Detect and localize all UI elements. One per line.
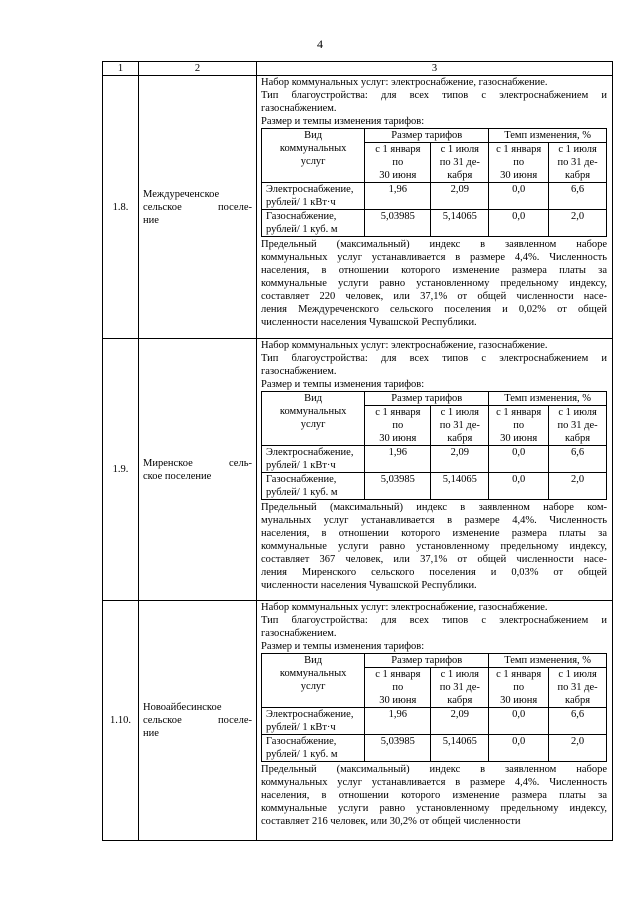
- column-header-row: [103, 62, 613, 76]
- header-line: коммунальных: [279, 668, 347, 679]
- settlement-name-line: сельское поселе-: [143, 201, 252, 213]
- period-line: с 1 июля: [440, 407, 480, 418]
- header-line: услуг: [300, 681, 326, 692]
- column-header-2: 2: [139, 62, 257, 76]
- tariffs-caption: Размер и темпы изменения тарифов:: [261, 379, 425, 390]
- period-header: [431, 668, 489, 708]
- period-line: кабря: [447, 433, 473, 444]
- period-header: [489, 406, 549, 446]
- section-content: [257, 76, 613, 339]
- header-service-kind: [262, 392, 365, 446]
- rate-value: 6,6: [549, 708, 607, 735]
- service-label: [262, 735, 365, 762]
- section-content: [257, 339, 613, 601]
- header-line: Вид: [304, 655, 323, 666]
- period-line: по: [392, 157, 404, 168]
- period-line: с 1 июля: [558, 669, 597, 680]
- settlement-name-line: Миренское сель-: [143, 457, 252, 469]
- improvement-type-line: Тип благоустройства: для всех типов с электроснабжением и: [261, 90, 607, 101]
- section-number: 1.10.: [103, 601, 139, 841]
- header-tariff-size: Размер тарифов: [365, 129, 489, 143]
- service-label-line: Электроснабжение,: [266, 184, 354, 195]
- index-paragraph-line: коммунальных услуг устанавливается в размере 4,4%. Численность: [261, 777, 607, 788]
- period-line: с 1 января: [375, 407, 421, 418]
- period-line: 30 июня: [500, 695, 538, 706]
- settlement-name-line: ское поселение: [143, 470, 212, 482]
- period-line: по 31 де-: [557, 682, 598, 693]
- rate-value: 0,0: [489, 210, 549, 237]
- period-line: кабря: [447, 695, 473, 706]
- rate-value: 1,96: [365, 446, 431, 473]
- settlement-name: [139, 601, 257, 841]
- service-label-line: рублей/ 1 куб. м: [266, 224, 338, 235]
- period-header: [365, 143, 431, 183]
- period-line: по 31 де-: [557, 420, 598, 431]
- rate-value: 6,6: [549, 183, 607, 210]
- improvement-type-line: Тип благоустройства: для всех типов с электроснабжением и: [261, 615, 607, 626]
- period-line: кабря: [565, 695, 591, 706]
- rate-value: 0,0: [489, 446, 549, 473]
- section-number: 1.8.: [103, 76, 139, 339]
- index-paragraph-line: численности населения Чувашской Республики.: [261, 317, 477, 328]
- header-line: Вид: [304, 130, 323, 141]
- index-paragraph-line: составляет 216 человек, или 30,2% от общей численности: [261, 816, 521, 827]
- header-change-rate: Темп изменения, %: [489, 129, 607, 143]
- rates-data-row: [262, 735, 607, 762]
- settlement-name: [139, 76, 257, 339]
- tariff-rates-table: [261, 128, 607, 237]
- rate-value: 0,0: [489, 473, 549, 500]
- rate-value: 1,96: [365, 708, 431, 735]
- header-line: услуг: [300, 156, 326, 167]
- rate-value: 0,0: [489, 708, 549, 735]
- rate-value: 2,09: [431, 708, 489, 735]
- period-line: с 1 января: [496, 407, 542, 418]
- period-line: 30 июня: [500, 433, 538, 444]
- service-label: [262, 210, 365, 237]
- rate-value: 6,6: [549, 446, 607, 473]
- settlement-name: [139, 339, 257, 601]
- service-label: [262, 446, 365, 473]
- period-line: 30 июня: [500, 170, 538, 181]
- tariff-rates-table: [261, 653, 607, 762]
- settlement-name-line: Междуреченское: [143, 188, 220, 200]
- rates-header-row: [262, 654, 607, 668]
- rates-data-row: [262, 473, 607, 500]
- header-tariff-size: Размер тарифов: [365, 392, 489, 406]
- service-label-line: рублей/ 1 кВт·ч: [266, 460, 336, 471]
- index-paragraph: [261, 238, 607, 329]
- index-paragraph-line: Предельный (максимальный) индекс в заявленном наборе: [261, 239, 607, 250]
- service-label-line: Газоснабжение,: [266, 211, 337, 222]
- header-line: коммунальных: [279, 406, 347, 417]
- index-paragraph-line: численности населения Чувашской Республики.: [261, 580, 477, 591]
- index-paragraph-line: коммунальные услуги равно установленному предельному индексу,: [261, 541, 607, 552]
- period-line: по: [513, 682, 525, 693]
- period-line: 30 июня: [379, 433, 417, 444]
- section-row: [103, 339, 613, 601]
- period-header: [549, 668, 607, 708]
- period-header: [489, 143, 549, 183]
- period-line: 30 июня: [379, 695, 417, 706]
- service-label-line: Газоснабжение,: [266, 474, 337, 485]
- tariff-table: [102, 61, 613, 841]
- improvement-type-line: Тип благоустройства: для всех типов с электроснабжением и: [261, 353, 607, 364]
- rates-data-row: [262, 708, 607, 735]
- index-paragraph-line: составляет 367 человек, или 37,1% от общей численности насе-: [261, 554, 607, 565]
- period-line: с 1 июля: [440, 669, 480, 680]
- services-line: Набор коммунальных услуг: электроснабжение, газоснабжение.: [261, 77, 548, 88]
- header-service-kind: [262, 654, 365, 708]
- service-label-line: Электроснабжение,: [266, 709, 354, 720]
- rate-value: 2,0: [549, 735, 607, 762]
- section-content: [257, 601, 613, 841]
- period-header: [549, 143, 607, 183]
- service-label-line: рублей/ 1 кВт·ч: [266, 722, 336, 733]
- service-label-line: рублей/ 1 куб. м: [266, 487, 338, 498]
- header-service-kind: [262, 129, 365, 183]
- settlement-name-line: ние: [143, 728, 159, 739]
- settlement-name-line: сельское поселе-: [143, 715, 252, 726]
- section-number: 1.9.: [103, 339, 139, 601]
- index-paragraph-line: коммунальные услуги равно установленному предельному индексу,: [261, 803, 607, 814]
- rate-value: 1,96: [365, 183, 431, 210]
- services-line: Набор коммунальных услуг: электроснабжение, газоснабжение.: [261, 602, 548, 613]
- index-paragraph-line: населения, в отношении которого изменение размера платы за: [261, 790, 607, 801]
- period-line: по: [392, 682, 404, 693]
- period-line: с 1 июля: [440, 144, 480, 155]
- period-line: с 1 января: [496, 144, 542, 155]
- header-line: Вид: [304, 393, 323, 404]
- period-header: [431, 406, 489, 446]
- period-line: по 31 де-: [439, 682, 480, 693]
- improvement-type-line: газоснабжением.: [261, 628, 337, 639]
- period-line: 30 июня: [379, 170, 417, 181]
- header-line: коммунальных: [279, 143, 347, 154]
- service-label-line: рублей/ 1 кВт·ч: [266, 197, 336, 208]
- rates-header-row: [262, 392, 607, 406]
- period-header: [549, 406, 607, 446]
- index-paragraph-line: ления Междуреченского сельского поселения и 0,02% от общей: [261, 304, 607, 315]
- period-line: по 31 де-: [439, 157, 480, 168]
- period-line: с 1 июля: [558, 144, 597, 155]
- period-line: с 1 июля: [558, 407, 597, 418]
- settlement-name-line: ние: [143, 214, 159, 226]
- tariffs-caption: Размер и темпы изменения тарифов:: [261, 116, 425, 127]
- rate-value: 2,0: [549, 210, 607, 237]
- service-label: [262, 708, 365, 735]
- period-line: кабря: [447, 170, 473, 181]
- rate-value: 5,03985: [365, 735, 431, 762]
- services-line: Набор коммунальных услуг: электроснабжение, газоснабжение.: [261, 340, 548, 351]
- tariffs-caption: Размер и темпы изменения тарифов:: [261, 641, 425, 652]
- rate-value: 0,0: [489, 735, 549, 762]
- period-header: [365, 406, 431, 446]
- period-line: по: [513, 420, 525, 431]
- service-label-line: Электроснабжение,: [266, 447, 354, 458]
- service-label: [262, 183, 365, 210]
- index-paragraph-line: коммунальные услуги равно установленному предельному индексу,: [261, 278, 607, 289]
- rates-data-row: [262, 183, 607, 210]
- index-paragraph-line: коммунальных услуг устанавливается в размере 4,4%. Численность: [261, 252, 607, 263]
- period-line: кабря: [565, 433, 591, 444]
- index-paragraph-line: Предельный (максимальный) индекс в заявленном наборе ком-: [261, 502, 607, 513]
- period-line: кабря: [565, 170, 591, 181]
- period-header: [489, 668, 549, 708]
- section-row: [103, 76, 613, 339]
- index-paragraph-line: населения, в отношении которого изменение размера платы за: [261, 528, 607, 539]
- rate-value: 5,03985: [365, 473, 431, 500]
- rate-value: 5,14065: [431, 473, 489, 500]
- service-label-line: рублей/ 1 куб. м: [266, 749, 338, 760]
- index-paragraph-line: составляет 220 человек, или 37,1% от общей численности насе-: [261, 291, 607, 302]
- service-label: [262, 473, 365, 500]
- column-header-1: 1: [103, 62, 139, 76]
- index-paragraph-line: населения, в отношении которого изменение размера платы за: [261, 265, 607, 276]
- rate-value: 5,03985: [365, 210, 431, 237]
- tariff-rates-table: [261, 391, 607, 500]
- column-header-3: 3: [257, 62, 613, 76]
- period-header: [431, 143, 489, 183]
- header-tariff-size: Размер тарифов: [365, 654, 489, 668]
- index-paragraph: [261, 763, 607, 828]
- header-change-rate: Темп изменения, %: [489, 654, 607, 668]
- period-line: с 1 января: [496, 669, 542, 680]
- settlement-name-line: Новоайбесинское: [143, 702, 222, 713]
- rate-value: 2,09: [431, 446, 489, 473]
- rate-value: 2,09: [431, 183, 489, 210]
- rate-value: 5,14065: [431, 735, 489, 762]
- rates-header-row: [262, 129, 607, 143]
- rates-data-row: [262, 446, 607, 473]
- rates-data-row: [262, 210, 607, 237]
- index-paragraph-line: ления Миренского сельского поселения и 0,03% от общей: [261, 567, 607, 578]
- period-line: по: [392, 420, 404, 431]
- period-line: по: [513, 157, 525, 168]
- period-header: [365, 668, 431, 708]
- period-line: по 31 де-: [439, 420, 480, 431]
- rate-value: 5,14065: [431, 210, 489, 237]
- page-number: 4: [317, 37, 323, 51]
- rate-value: 2,0: [549, 473, 607, 500]
- section-row: [103, 601, 613, 841]
- index-paragraph: [261, 501, 607, 592]
- period-line: с 1 января: [375, 144, 421, 155]
- improvement-type-line: газоснабжением.: [261, 366, 337, 377]
- rate-value: 0,0: [489, 183, 549, 210]
- header-change-rate: Темп изменения, %: [489, 392, 607, 406]
- service-label-line: Газоснабжение,: [266, 736, 337, 747]
- index-paragraph-line: мунальных услуг устанавливается в размере 4,4%. Численность: [261, 515, 607, 526]
- header-line: услуг: [300, 419, 326, 430]
- period-line: по 31 де-: [557, 157, 598, 168]
- improvement-type-line: газоснабжением.: [261, 103, 337, 114]
- index-paragraph-line: Предельный (максимальный) индекс в заявленном наборе: [261, 764, 607, 775]
- period-line: с 1 января: [375, 669, 421, 680]
